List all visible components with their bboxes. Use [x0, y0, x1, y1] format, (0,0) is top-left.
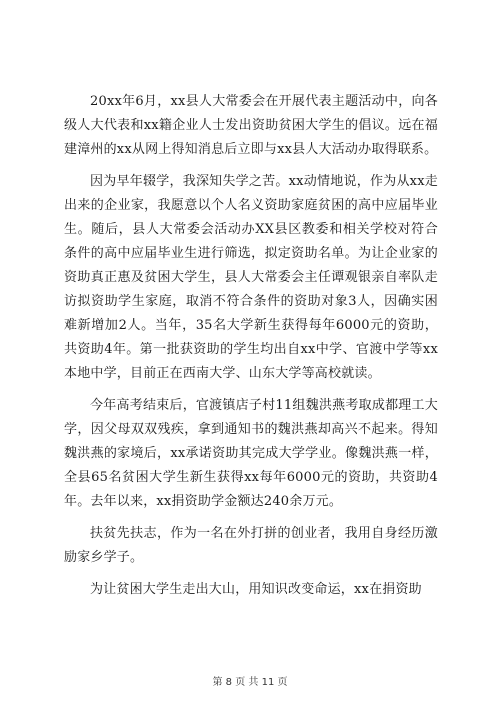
page-footer: 第 8 页 共 11 页	[212, 677, 288, 688]
paragraph-5: 为让贫困大学生走出大山，用知识改变命运，xx在捐资助	[90, 582, 422, 597]
paragraph-1: 20xx年6月，xx县人大常委会在开展代表主题活动中，向各级人大代表和xx籍企业人士发出资助贫困大学生的倡议。远在福建漳州的xx从网上得知消息后立即与xx县人大活动办取得联系。	[64, 94, 438, 157]
paragraph-2: 因为早年辍学，我深知失学之苦。xx动情地说，作为从xx走出来的企业家，我愿意以个人名义资助家庭贫困的高中应届毕业生。随后，县人大常委会活动办XX县区教委和相关学校对符合条件的高中应届毕业生进行筛选，拟定资助名单。为让企业家的资助真正惠及贫困大学生，县人大常委会主任谭观银亲自率队走访拟资助学生家庭，取消不符合条件的资助对象3人，因确实困难新增加2人。当年，35名大学新生获得每年6000元的资助，共资助4年。第一批获资助的学生均出自xx中学、官渡中学等xx本地中学，目前正在西南大学、山东大学等高校就读。	[64, 174, 438, 381]
paragraph-3: 今年高考结束后，官渡镇店子村11组魏洪燕考取成都理工大学，因父母双双残疾，拿到通知书的魏洪燕却高兴不起来。得知魏洪燕的家境后，xx承诺资助其完成大学学业。像魏洪燕一样，全县65名贫困大学生新生获得xx每年6000元的资助，共资助4年。去年以来，xx捐资助学金额达240余万元。	[64, 398, 438, 509]
paragraph-4: 扶贫先扶志，作为一名在外打拼的创业者，我用自身经历激励家乡学子。	[64, 526, 438, 565]
document-body	[64, 90, 438, 610]
